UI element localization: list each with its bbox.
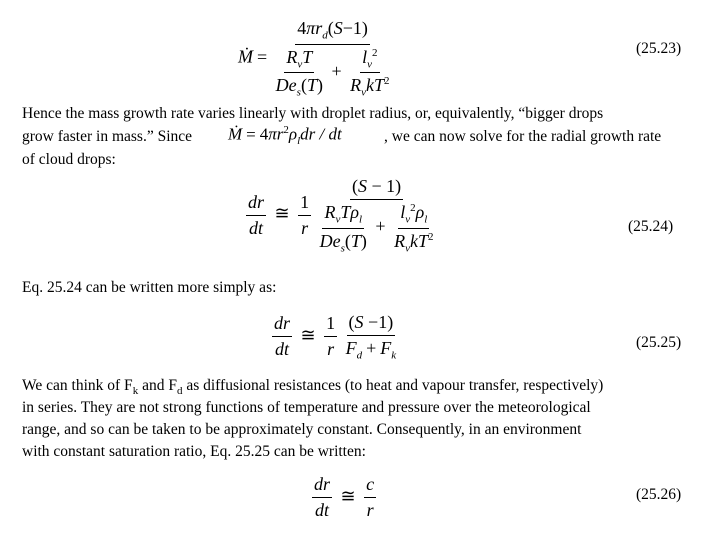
paragraph-line: of cloud drops: (22, 151, 116, 168)
paragraph-line: , we can now solve for the radial growth rate (384, 128, 662, 145)
equation-25-23: Ṁ = $4\pi r_d(S-1)$ $\frac{R_vT}{De_s(T)}$ + $\frac{l_v^2}{R_vkT^2}$ (238, 18, 390, 99)
paragraph-line: range, and so can be taken to be approximately constant. Consequently, in an environment (22, 421, 582, 438)
equation-number: (25.25) (636, 334, 682, 351)
paragraph-line: in series. They are not strong functions of temperature and pressure over the meteorological (22, 399, 591, 416)
equation-number: (25.23) (636, 40, 682, 57)
inline-equation: Ṁ = $4\pi r^2\rho_ldr$ / dt (228, 124, 342, 148)
paragraph-line: grow faster in mass.” Since (22, 128, 193, 145)
equation-25-26: $\frac{dr}{dt}$ ≅ $\frac{c}{r}$ (314, 474, 375, 520)
equation-25-25: $\frac{dr}{dt}$ ≅ $\frac{1}{r}$ $\frac{(S -1)}{F_d + F_k}$ (274, 312, 397, 362)
equation-number: (25.26) (636, 486, 682, 503)
paragraph-line: with constant saturation ratio, Eq. 25.25 can be written: (22, 443, 366, 460)
equation-number: (25.24) (628, 218, 674, 235)
paragraph-line: We can think of $F_k$ and $F_d$ as diffusional resistances (to heat and vapour transfer, respectively) (22, 377, 604, 398)
paragraph-line: Eq. 25.24 can be written more simply as: (22, 279, 277, 296)
equation-25-24: $\frac{dr}{dt}$ ≅ $\frac{1}{r}$ (S − 1) $\frac{R_vT\rho_l}{De_s(T)}$ + $\frac{l_v^2\rho_l}{R_vkT^2}$ (248, 176, 434, 255)
paragraph-line: Hence the mass growth rate varies linearly with droplet radius, or, equivalently, “bigger drops (22, 105, 604, 122)
